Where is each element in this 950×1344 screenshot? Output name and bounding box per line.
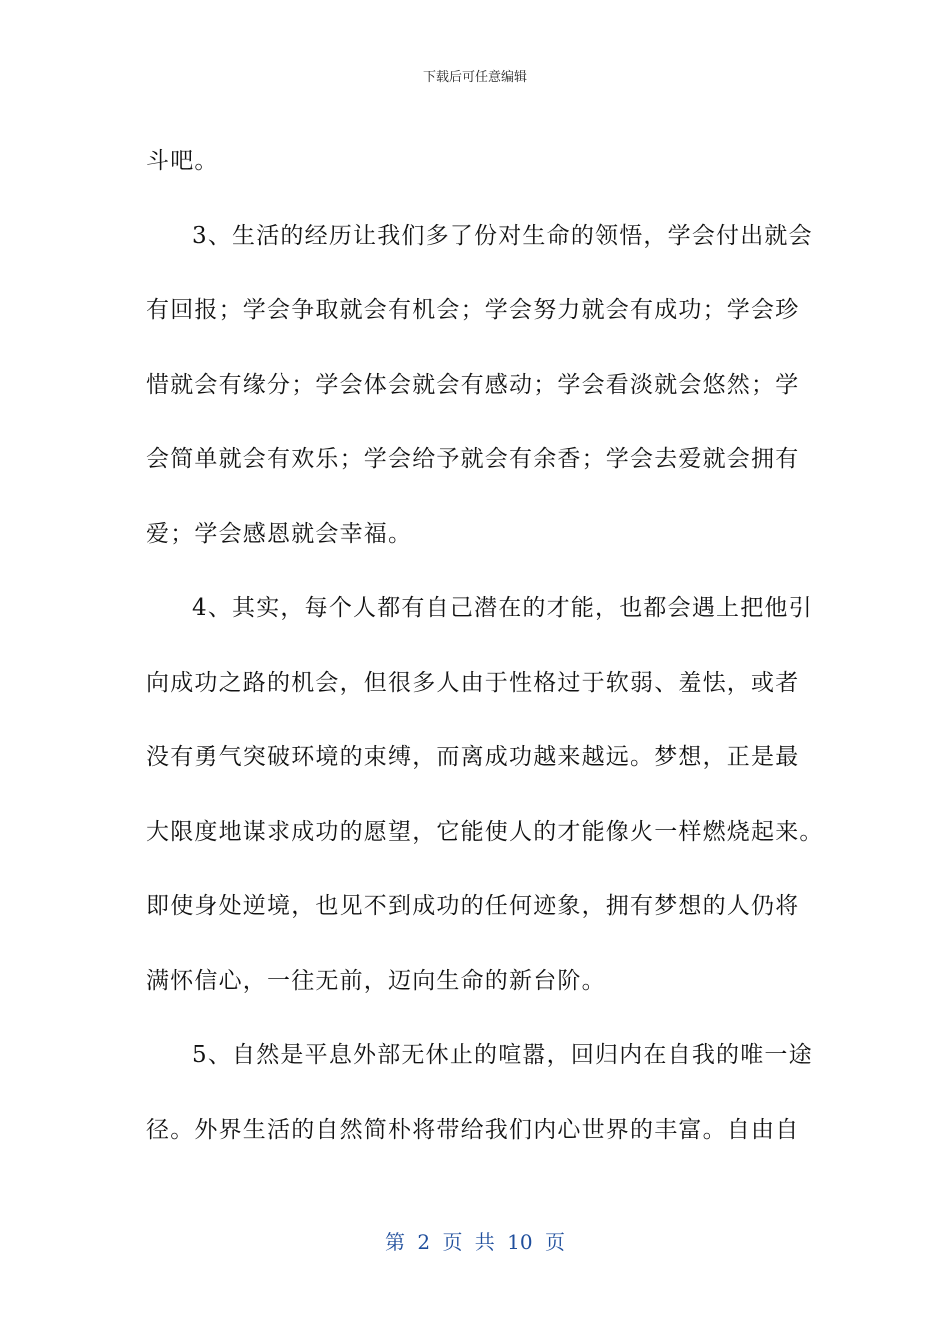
page-header: 下载后可任意编辑 [422, 70, 527, 85]
text-line: 大限度地谋求成功的愿望，它能使人的才能像火一样燃烧起来。 [146, 818, 824, 845]
body-text [146, 124, 824, 1167]
text-line: 5、自然是平息外部无休止的喧嚣，回归内在自我的唯一途 [192, 1042, 813, 1068]
text-line: 没有勇气突破环境的束缚，而离成功越来越远。梦想，正是最 [146, 744, 800, 770]
text-line: 惜就会有缘分；学会体会就会有感动；学会看淡就会悠然；学 [146, 371, 800, 398]
text-line: 径。外界生活的自然简朴将带给我们内心世界的丰富。自由自 [146, 1116, 800, 1143]
text-line: 4、其实，每个人都有自己潜在的才能，也都会遇上把他引 [192, 595, 813, 621]
text-line: 即使身处逆境，也见不到成功的任何迹象，拥有梦想的人仍将 [146, 893, 800, 919]
text-line: 向成功之路的机会，但很多人由于性格过于软弱、羞怯，或者 [146, 669, 800, 696]
text-line: 爱；学会感恩就会幸福。 [146, 520, 413, 547]
text-line: 满怀信心，一往无前，迈向生命的新台阶。 [146, 967, 606, 994]
text-line: 会简单就会有欢乐；学会给予就会有余香；学会去爱就会拥有 [146, 446, 800, 472]
text-line: 有回报；学会争取就会有机会；学会努力就会有成功；学会珍 [146, 297, 800, 323]
text-line: 斗吧。 [146, 148, 219, 174]
text-line: 3、生活的经历让我们多了份对生命的领悟，学会付出就会 [192, 222, 813, 249]
page-number-footer: 第 2 页 共 10 页 [385, 1230, 565, 1254]
